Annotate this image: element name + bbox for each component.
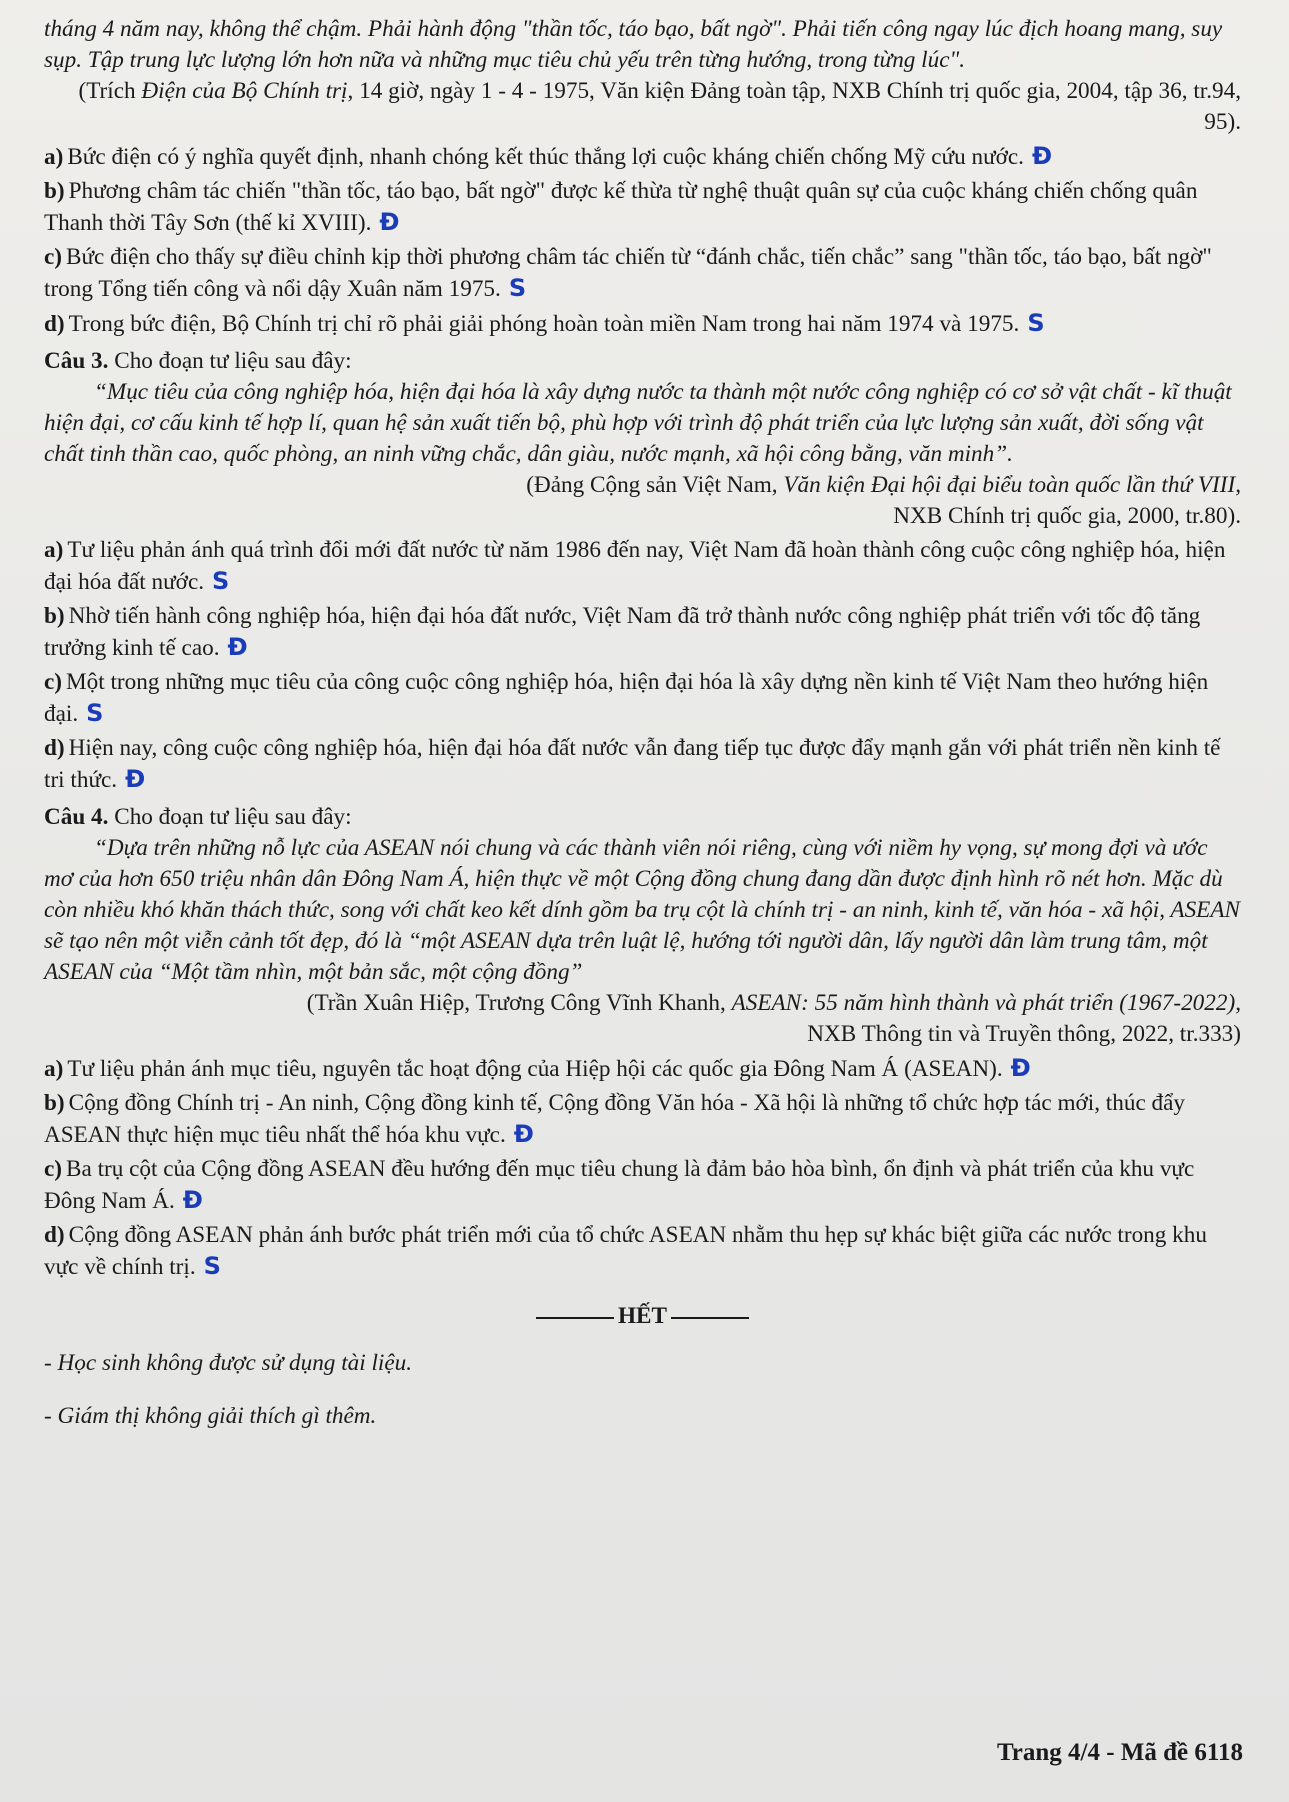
- answer-option: b) Nhờ tiến hành công nghiệp hóa, hiện đại hóa đất nước, Việt Nam đã trở thành nước công nghiệp phát triển với tốc độ tăng trưởng kinh tế cao. Đ: [44, 603, 1201, 661]
- answer-option: d) Trong bức điện, Bộ Chính trị chỉ rõ phải giải phóng hoàn toàn miền Nam trong hai năm 1974 và 1975. S: [44, 309, 1045, 337]
- answer-option: b) Cộng đồng Chính trị - An ninh, Cộng đồng kinh tế, Cộng đồng Văn hóa - Xã hội là những tổ chức hợp tác mới, thúc đẩy ASEAN thực hiện mục tiêu nhất thể hóa khu vực. Đ: [44, 1090, 1186, 1148]
- answer-option: a) Tư liệu phản ánh quá trình đổi mới đất nước từ năm 1986 đến nay, Việt Nam đã hoàn thành công cuộc công nghiệp hóa, hiện đại hóa đất nước. S: [44, 537, 1226, 595]
- question-heading: Câu 3. Cho đoạn tư liệu sau đây:: [44, 348, 352, 374]
- answer-option: d) Cộng đồng ASEAN phản ánh bước phát triển mới của tổ chức ASEAN nhằm thu hẹp sự khác biệt giữa các nước trong khu vực về chính trị. S: [44, 1222, 1207, 1280]
- handwritten-mark: Đ: [379, 208, 400, 236]
- q2-options: [44, 141, 1241, 340]
- answer-option: a) Tư liệu phản ánh mục tiêu, nguyên tắc hoạt động của Hiệp hội các quốc gia Đông Nam Á (ASEAN). Đ: [44, 1054, 1031, 1082]
- answer-option: c) Bức điện cho thấy sự điều chỉnh kịp thời phương châm tác chiến từ “đánh chắc, tiến chắc” sang "thần tốc, táo bạo, bất ngờ" trong Tổng tiến công và nổi dậy Xuân năm 1975. S: [44, 244, 1212, 302]
- page-footer: Trang 4/4 - Mã đề 6118: [996, 1739, 1243, 1766]
- citation: (Trích Điện của Bộ Chính trị, 14 giờ, ngày 1 - 4 - 1975, Văn kiện Đảng toàn tập, NXB Chính trị quốc gia, 2004, tập 36, tr.94, 95).: [78, 78, 1241, 135]
- handwritten-mark: Đ: [182, 1186, 203, 1214]
- q3-options: [44, 535, 1241, 796]
- exam-note: - Giám thị không giải thích gì thêm.: [44, 1403, 377, 1429]
- quote-continuation: tháng 4 năm nay, không thể chậm. Phải hành động "thần tốc, táo bạo, bất ngờ". Phải tiến công ngay lúc địch hoang mang, suy sụp. Tập trung lực lượng lớn hơn nữa và những mục tiêu chủ yếu trên từng hướng, trong từng lúc".: [44, 16, 1223, 73]
- handwritten-mark: S: [1027, 309, 1045, 337]
- q4-options: [44, 1053, 1241, 1283]
- question-heading: Câu 4. Cho đoạn tư liệu sau đây:: [44, 804, 352, 830]
- answer-option: b) Phương châm tác chiến "thần tốc, táo bạo, bất ngờ" được kế thừa từ nghệ thuật quân sự của cuộc kháng chiến chống quân Thanh thời Tây Sơn (thế kỉ XVIII). Đ: [44, 178, 1198, 236]
- answer-option: c) Ba trụ cột của Cộng đồng ASEAN đều hướng đến mục tiêu chung là đảm bảo hòa bình, ổn định và phát triển của khu vực Đông Nam Á. Đ: [44, 1156, 1195, 1214]
- handwritten-mark: S: [508, 274, 527, 302]
- exam-note: - Học sinh không được sử dụng tài liệu.: [44, 1350, 413, 1376]
- handwritten-mark: Đ: [125, 765, 146, 793]
- source-quote: “Mục tiêu của công nghiệp hóa, hiện đại hóa là xây dựng nước ta thành một nước công nghiệp có cơ sở vật chất - kĩ thuật hiện đại, cơ cấu kinh tế hợp lí, quan hệ sản xuất tiến bộ, phù hợp với trình độ phát triển của lực lượng sản xuất, đời sống vật chất tinh thần cao, quốc phòng, an ninh vững chắc, dân giàu, nước mạnh, xã hội công bằng, văn minh”.: [44, 379, 1232, 467]
- handwritten-mark: Đ: [1031, 142, 1053, 170]
- handwritten-mark: S: [203, 1252, 221, 1280]
- handwritten-mark: Đ: [1010, 1054, 1031, 1082]
- handwritten-mark: S: [212, 567, 230, 595]
- citation: (Trần Xuân Hiệp, Trương Công Vĩnh Khanh, ASEAN: 55 năm hình thành và phát triển (1967-2022), NXB Thông tin và Truyền thông, 2022, tr.333): [306, 990, 1241, 1047]
- end-separator: HẾT: [44, 1301, 1241, 1332]
- citation: (Đảng Cộng sản Việt Nam, Văn kiện Đại hội đại biểu toàn quốc lần thứ VIII, NXB Chính trị quốc gia, 2000, tr.80).: [526, 472, 1241, 529]
- handwritten-mark: S: [86, 699, 104, 727]
- answer-option: c) Một trong những mục tiêu của công cuộc công nghiệp hóa, hiện đại hóa là xây dựng nền kinh tế Việt Nam theo hướng hiện đại. S: [44, 669, 1209, 727]
- answer-option: a) Bức điện có ý nghĩa quyết định, nhanh chóng kết thúc thắng lợi cuộc kháng chiến chống Mỹ cứu nước. Đ: [44, 142, 1053, 170]
- handwritten-mark: Đ: [227, 633, 248, 661]
- answer-option: d) Hiện nay, công cuộc công nghiệp hóa, hiện đại hóa đất nước vẫn đang tiếp tục được đẩy mạnh gắn với phát triển nền kinh tế tri thức. Đ: [44, 735, 1221, 793]
- handwritten-mark: Đ: [513, 1120, 534, 1148]
- source-quote: “Dựa trên những nỗ lực của ASEAN nói chung và các thành viên nói riêng, cùng với niềm hy vọng, sự mong đợi và ước mơ của hơn 650 triệu nhân dân Đông Nam Á, hiện thực về một Cộng đồng chung đang dần được định hình rõ nét hơn. Mặc dù còn nhiều khó khăn thách thức, song với chất keo kết dính gồm ba trụ cột là chính trị - an ninh, kinh tế, văn hóa - xã hội, ASEAN sẽ tạo nên một viễn cảnh tốt đẹp, đó là “một ASEAN dựa trên luật lệ, hướng tới người dân, lấy người dân làm trung tâm, một ASEAN của “Một tầm nhìn, một bản sắc, một cộng đồng”: [44, 835, 1240, 985]
